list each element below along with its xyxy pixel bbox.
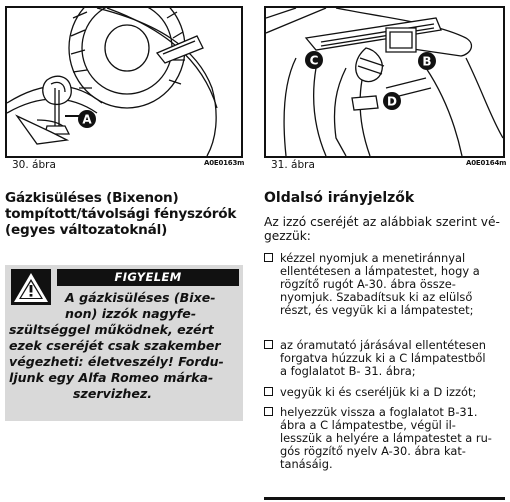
svg-text:A: A [82,112,92,127]
svg-text:C: C [309,53,319,68]
checkbox-bullet-icon [264,407,273,416]
figure-31-code: A0E0164m [466,159,507,167]
bottom-divider [264,497,505,500]
warning-box: FIGYELEM A gázkisüléses (Bixe- non) izzók nagyfe- szültséggel működnek, ezért ezek cseréjét csak szakember végezheti: életveszély! Fordu- ljunk egy Alfa Romeo márka- szervizhez. [5,265,243,421]
svg-text:D: D [387,94,397,109]
figure-31-caption: 31. ábra [271,159,315,171]
checkbox-bullet-icon [264,253,273,262]
figure-30-illustration [5,6,243,158]
warning-title: FIGYELEM [57,269,239,286]
warning-triangle-icon [11,269,51,305]
svg-text:B: B [422,54,432,69]
checkbox-bullet-icon [264,387,273,396]
figure-30-code: A0E0163m [204,159,245,167]
figure-30-caption: 30. ábra [12,159,56,171]
intro-paragraph: Az izzó cseréjét az alábbiak szerint vé- gezzük: [264,215,500,243]
section-heading-bixenon: Gázkisüléses (Bixenon) tompított/távolsági fényszórók (egyes változatoknál) [5,190,237,238]
figure-31-illustration [264,6,505,158]
section-heading-turn-signals: Oldalsó irányjelzők [264,190,415,206]
checkbox-bullet-icon [264,340,273,349]
